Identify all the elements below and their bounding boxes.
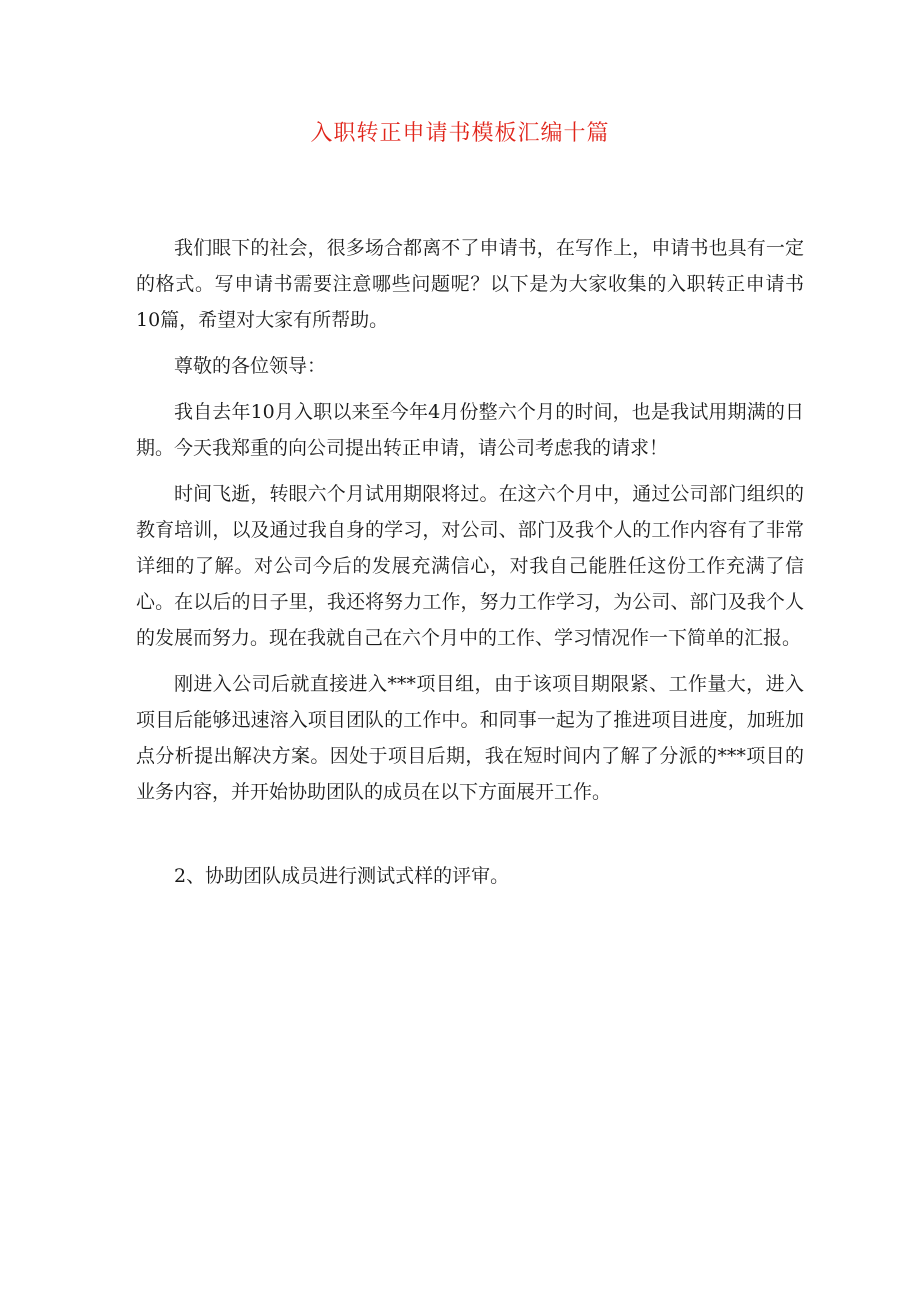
document-body — [136, 230, 804, 894]
paragraph-request: 我自去年10月入职以来至今年4月份整六个月的时间，也是我试用期满的日期。今天我郑重的向公司提出转正申请，请公司考虑我的请求！ — [136, 401, 804, 459]
document-title: 入职转正申请书模板汇编十篇 — [310, 121, 610, 146]
paragraph-project: 刚进入公司后就直接进入***项目组，由于该项目期限紧、工作量大，进入项目后能够迅速溶入项目团队的工作中。和同事一起为了推进项目进度，加班加点分析提出解决方案。因处于项目后期，我在短时间内了解了分派的***项目的业务内容，并开始协助团队的成员在以下方面展开工作。 — [136, 673, 804, 803]
paragraph-review: 时间飞逝，转眼六个月试用期限将过。在这六个月中，通过公司部门组织的教育培训，以及通过我自身的学习，对公司、部门及我个人的工作内容有了非常详细的了解。对公司今后的发展充满信心，对我自己能胜任这份工作充满了信心。在以后的日子里，我还将努力工作，努力工作学习，为公司、部门及我个人的发展而努力。现在我就自己在六个月中的工作、学习情况作一下简单的汇报。 — [136, 483, 804, 649]
intro-paragraph: 我们眼下的社会，很多场合都离不了申请书，在写作上，申请书也具有一定的格式。写申请书需要注意哪些问题呢？以下是为大家收集的入职转正申请书10篇，希望对大家有所帮助。 — [136, 237, 804, 331]
salutation: 尊敬的各位领导： — [174, 355, 327, 377]
list-item-2: 2、协助团队成员进行测试式样的评审。 — [174, 865, 510, 887]
